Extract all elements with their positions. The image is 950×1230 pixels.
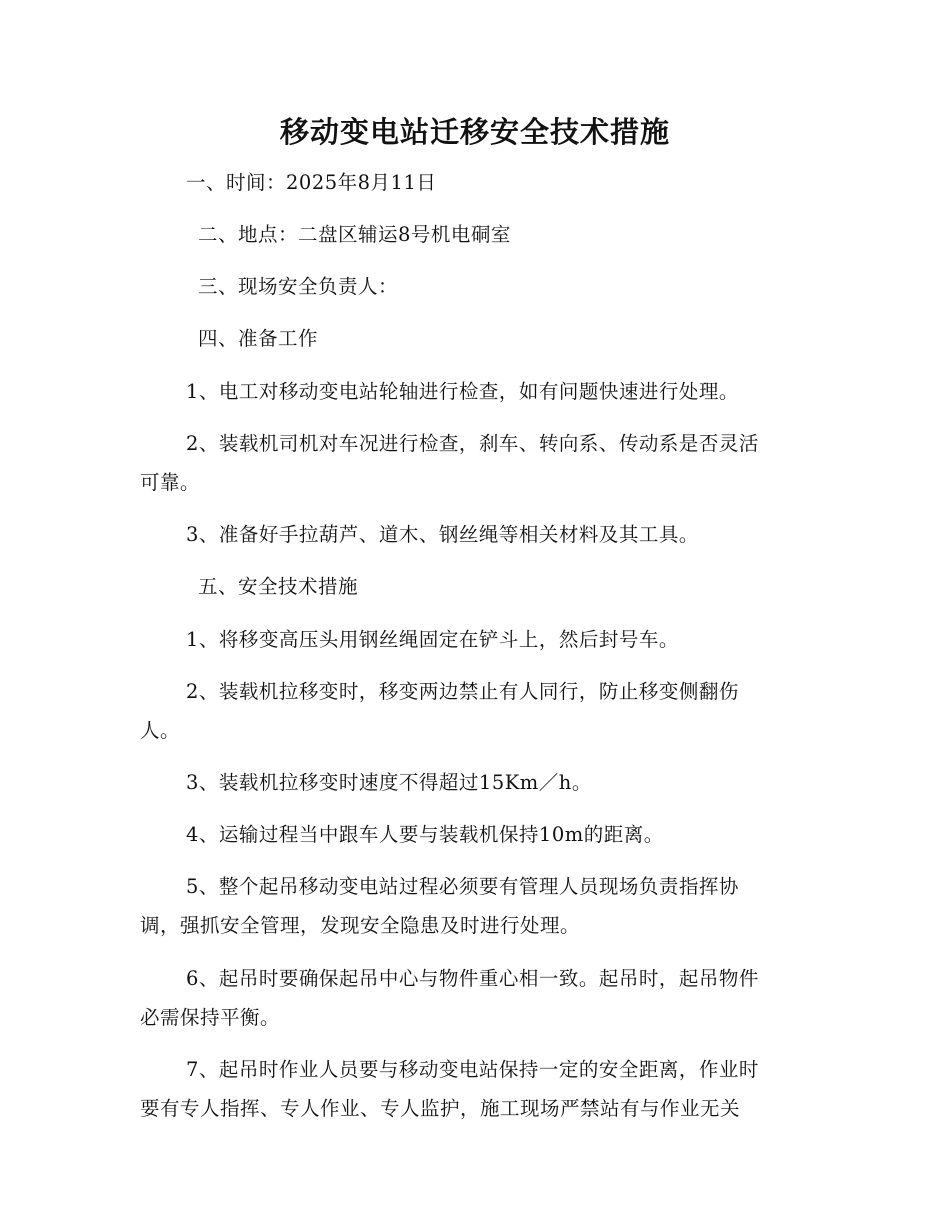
measure-item-3: 3、装载机拉移变时速度不得超过15Km／h。	[186, 771, 592, 794]
section-time: 一、时间：2025年8月11日	[186, 171, 437, 194]
measure-item-6-line-1: 6、起吊时要确保起吊中心与物件重心相一致。起吊时，起吊物件	[186, 967, 759, 990]
prep-item-2-line-2: 可靠。	[140, 471, 201, 494]
prep-item-3: 3、准备好手拉葫芦、道木、钢丝绳等相关材料及其工具。	[186, 523, 699, 546]
measure-item-4: 4、运输过程当中跟车人要与装载机保持10m的距离。	[186, 823, 664, 846]
section-preparation-heading: 四、准备工作	[198, 327, 319, 350]
measure-item-7-line-1: 7、起吊时作业人员要与移动变电站保持一定的安全距离，作业时	[186, 1058, 759, 1081]
measure-item-2-line-2: 人。	[140, 719, 181, 742]
measure-item-5-line-2: 调，强抓安全管理，发现安全隐患及时进行处理。	[140, 914, 581, 937]
measure-item-1: 1、将移变高压头用钢丝绳固定在铲斗上，然后封号车。	[186, 628, 679, 651]
section-safety-officer: 三、现场安全负责人：	[198, 275, 399, 298]
section-location: 二、地点：二盘区辅运8号机电硐室	[198, 223, 511, 246]
measure-item-7-line-2: 要有专人指挥、专人作业、专人监护，施工现场严禁站有与作业无关	[140, 1097, 741, 1120]
measure-item-2-line-1: 2、装载机拉移变时，移变两边禁止有人同行，防止移变侧翻伤	[186, 680, 739, 703]
measure-item-5-line-1: 5、整个起吊移动变电站过程必须要有管理人员现场负责指挥协	[186, 875, 739, 898]
measure-item-6-line-2: 必需保持平衡。	[140, 1006, 281, 1029]
prep-item-1: 1、电工对移动变电站轮轴进行检查，如有问题快速进行处理。	[186, 380, 739, 403]
section-safety-measures-heading: 五、安全技术措施	[198, 575, 359, 598]
document-title: 移动变电站迁移安全技术措施	[279, 115, 670, 149]
prep-item-2-line-1: 2、装载机司机对车况进行检查，刹车、转向系、传动系是否灵活	[186, 432, 759, 455]
